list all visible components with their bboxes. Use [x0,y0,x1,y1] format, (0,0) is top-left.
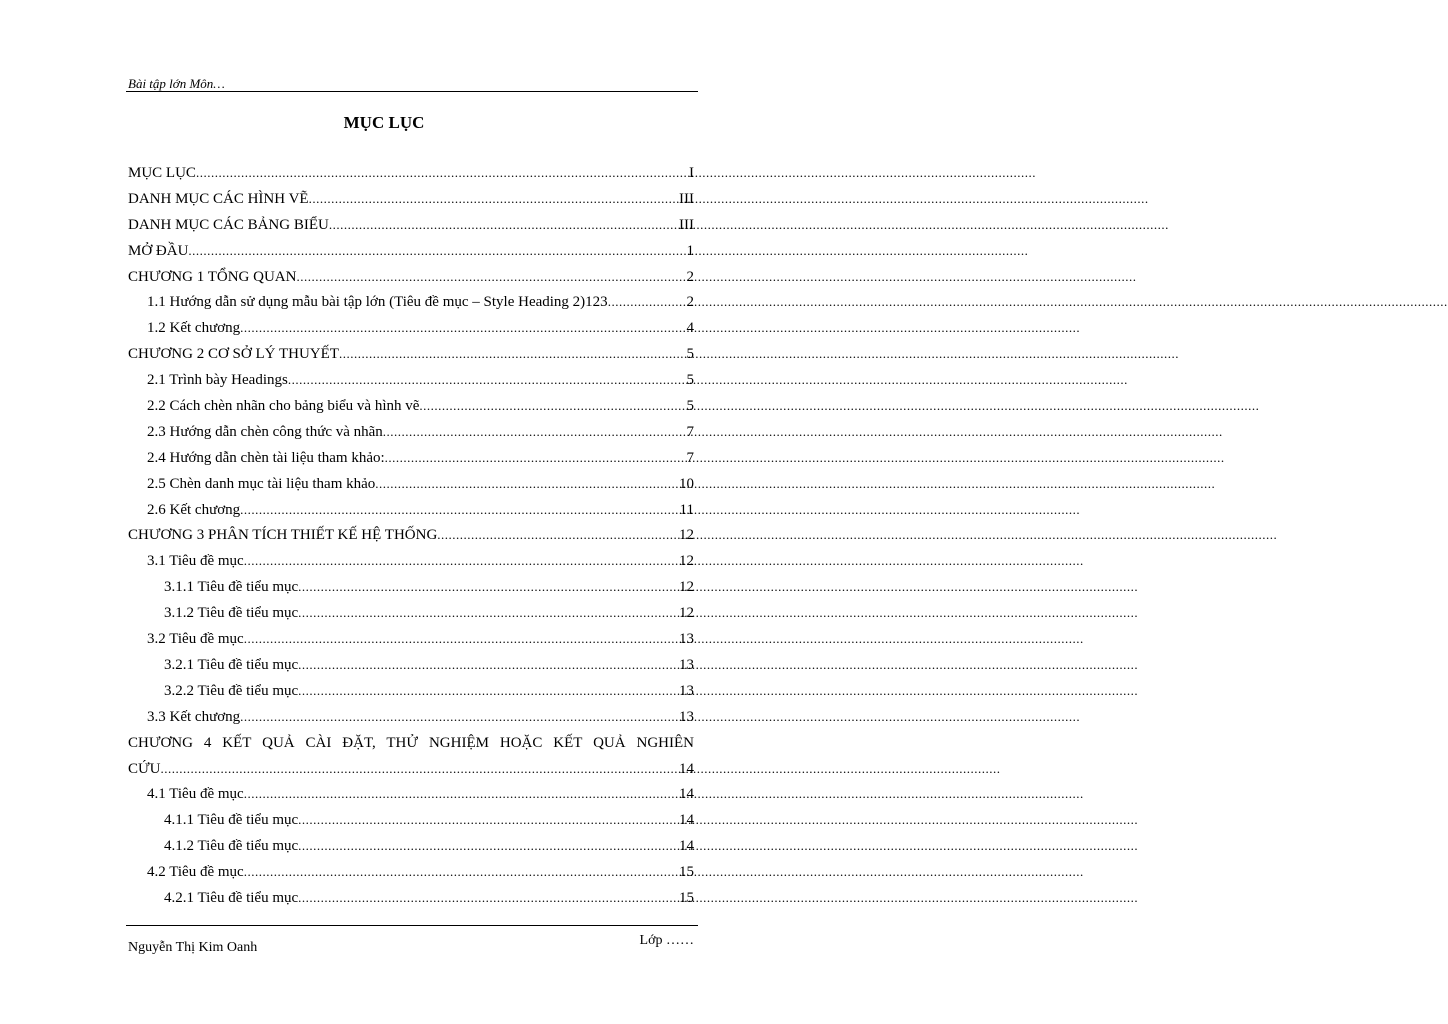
footer-class: Lớp …… [639,933,694,948]
toc-entry-label: 3.1 Tiêu đề mục [147,553,244,570]
toc-entry-label: 4.1.2 Tiêu đề tiểu mục [164,838,299,855]
toc-entry-label: 2.3 Hướng dẫn chèn công thức và nhãn [147,423,383,440]
toc-entry-danh-muc-hinh-ve[interactable] [128,186,694,212]
toc-entry-label-line1: CHƯƠNG 4 KẾT QUẢ CÀI ĐẶT, THỬ NGHIỆM HOẶC KẾT QUẢ NGHIÊN [128,734,694,751]
toc-entry-chuong-1[interactable] [128,264,694,290]
table-of-contents [128,160,694,911]
toc-entry-page: 12 [679,605,694,622]
dot-leader [419,393,686,419]
toc-entry-label: DANH MỤC CÁC HÌNH VẼ [128,190,309,207]
toc-entry-page: 13 [679,631,694,648]
toc-entry-label: 3.2 Tiêu đề mục [147,631,244,648]
toc-entry-2-2[interactable] [128,393,694,419]
toc-entry-page: 11 [679,501,694,518]
toc-entry-2-1[interactable] [128,367,694,393]
dot-leader [244,781,679,807]
toc-entry-label: 3.2.2 Tiêu đề tiểu mục [164,682,299,699]
toc-entry-chuong-3[interactable] [128,522,694,548]
dot-leader [240,497,679,523]
toc-entry-page: III [679,190,694,207]
toc-entry-label: CHƯƠNG 2 CƠ SỞ LÝ THUYẾT [128,346,339,363]
toc-entry-page: 5 [686,372,694,389]
toc-entry-label: CHƯƠNG 3 PHÂN TÍCH THIẾT KẾ HỆ THỐNG [128,527,438,544]
toc-entry-3-1-1[interactable] [128,574,694,600]
toc-entry-3-2-2[interactable] [128,678,694,704]
toc-entry-label: CHƯƠNG 1 TỔNG QUAN [128,268,297,285]
toc-entry-label: 2.6 Kết chương [147,501,241,518]
toc-entry-label: 3.2.1 Tiêu đề tiểu mục [164,656,299,673]
toc-entry-label: 2.1 Trình bày Headings [147,372,288,389]
dot-leader [240,315,686,341]
dot-leader [160,756,679,782]
toc-entry-3-2-1[interactable] [128,652,694,678]
dot-leader [244,626,679,652]
toc-entry-page: 4 [686,320,694,337]
dot-leader [288,367,687,393]
toc-entry-4-1-1[interactable] [128,807,694,833]
dot-leader [329,212,679,238]
toc-entry-chuong-4-line2 [128,756,694,782]
dot-leader [296,264,686,290]
toc-entry-label: 3.3 Kết chương [147,708,241,725]
toc-entry-page: 14 [679,838,694,855]
toc-entry-page: I [689,165,694,181]
toc-entry-label: 2.5 Chèn danh mục tài liệu tham khảo [147,475,376,492]
toc-entry-3-1[interactable] [128,548,694,574]
toc-entry-page: 15 [679,890,694,907]
toc-entry-3-2[interactable] [128,626,694,652]
dot-leader [375,471,679,497]
dot-leader [298,678,679,704]
dot-leader [437,522,679,548]
dot-leader [298,600,679,626]
toc-entry-2-6[interactable] [128,497,694,523]
toc-entry-label: 4.2.1 Tiêu đề tiểu mục [164,890,299,907]
toc-entry-label: 4.1.1 Tiêu đề tiểu mục [164,812,299,829]
toc-entry-page: 14 [679,760,694,777]
toc-entry-page: III [679,216,694,233]
dot-leader [188,238,686,264]
toc-entry-chuong-2[interactable] [128,341,694,367]
dot-leader [298,652,679,678]
dot-leader [339,341,687,367]
toc-entry-2-4[interactable] [128,445,694,471]
toc-entry-page: 13 [679,708,694,725]
toc-entry-label: 1.2 Kết chương [147,320,241,337]
toc-entry-page: 5 [686,346,694,363]
toc-entry-mo-dau[interactable] [128,238,694,264]
toc-entry-3-1-2[interactable] [128,600,694,626]
toc-entry-label: 4.1 Tiêu đề mục [147,786,244,803]
toc-entry-label: 2.4 Hướng dẫn chèn tài liệu tham khảo: [147,449,385,466]
toc-entry-label: DANH MỤC CÁC BẢNG BIỂU [128,216,329,233]
dot-leader [298,833,679,859]
toc-entry-page: 2 [686,268,694,285]
toc-entry-page: 15 [679,864,694,881]
toc-entry-page: 14 [679,786,694,803]
header-divider [126,91,698,92]
toc-entry-page: 10 [679,475,694,492]
dot-leader [385,445,687,471]
toc-entry-4-2-1[interactable] [128,885,694,911]
dot-leader [244,548,679,574]
dot-leader [240,704,679,730]
toc-entry-4-1[interactable] [128,781,694,807]
dot-leader [298,574,679,600]
toc-entry-page: 12 [679,553,694,570]
toc-entry-label: MỞ ĐẦU [128,242,189,259]
dot-leader [608,289,687,315]
toc-entry-page: 13 [679,682,694,699]
toc-entry-page: 12 [679,579,694,596]
dot-leader [309,186,679,212]
toc-entry-label-line2: CỨU [128,760,161,777]
running-header: Bài tập lớn Môn… [128,76,225,91]
dot-leader [383,419,687,445]
toc-entry-chuong-4[interactable] [128,730,694,782]
footer-divider [126,925,698,926]
toc-entry-2-5[interactable] [128,471,694,497]
toc-entry-muc-luc[interactable] [128,160,694,186]
toc-entry-danh-muc-bang-bieu[interactable] [128,212,694,238]
dot-leader [244,859,679,885]
toc-entry-2-3[interactable] [128,419,694,445]
toc-entry-label: 1.1 Hướng dẫn sử dụng mẫu bài tập lớn (Tiêu đề mục – Style Heading 2)123 [147,294,608,311]
dot-leader [298,885,679,911]
toc-entry-3-3[interactable] [128,704,694,730]
toc-entry-label: MỤC LỤC [128,165,196,181]
dot-leader [298,807,679,833]
toc-entry-page: 7 [686,423,694,440]
toc-entry-page: 12 [679,527,694,544]
toc-entry-page: 13 [679,656,694,673]
toc-entry-label: 3.1.2 Tiêu đề tiểu mục [164,605,299,622]
toc-entry-page: 5 [686,398,694,415]
toc-entry-1-2[interactable] [128,315,694,341]
toc-entry-label: 3.1.1 Tiêu đề tiểu mục [164,579,299,596]
toc-entry-label: 2.2 Cách chèn nhãn cho bảng biểu và hình vẽ [147,398,420,415]
toc-entry-page: 1 [686,242,694,259]
dot-leader [196,160,689,186]
toc-entry-4-2[interactable] [128,859,694,885]
toc-entry-page: 2 [686,294,694,311]
toc-entry-page: 14 [679,812,694,829]
toc-entry-page: 7 [686,449,694,466]
page-title: MỤC LỤC [343,113,425,132]
toc-entry-1-1[interactable] [128,289,694,315]
toc-entry-4-1-2[interactable] [128,833,694,859]
footer-author: Nguyễn Thị Kim Oanh [128,940,258,955]
toc-entry-label: 4.2 Tiêu đề mục [147,864,244,881]
